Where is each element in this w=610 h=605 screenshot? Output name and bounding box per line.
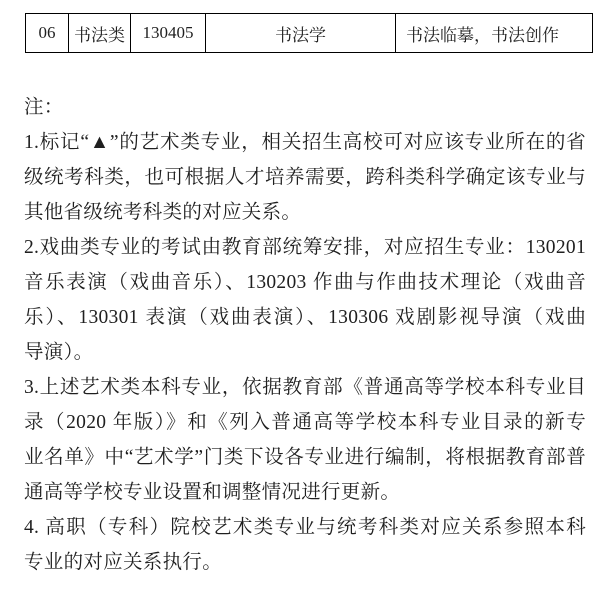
note-1-line-3: 其他省级统考科类的对应关系。 bbox=[24, 202, 302, 223]
note-2-line-4: 导演）。 bbox=[24, 342, 94, 363]
table-row bbox=[26, 14, 593, 53]
note-2-line-1: 2.戏曲类专业的考试由教育部统筹安排，对应招生专业：130201 bbox=[24, 237, 586, 258]
note-4-line-2: 专业的对应关系执行。 bbox=[24, 552, 223, 573]
note-1-line-2: 级统考科类，也可根据人才培养需要，跨科类科学确定该专业与 bbox=[24, 167, 586, 188]
notes-heading: 注： bbox=[24, 97, 64, 118]
notes-section bbox=[24, 90, 586, 580]
note-1-line-1: 1.标记“▲”的艺术类专业，相关招生高校可对应该专业所在的省 bbox=[24, 132, 586, 153]
note-2-line-3: 乐）、130301 表演（戏曲表演）、130306 戏剧影视导演（戏曲 bbox=[24, 307, 586, 328]
cell-subjects: 书法临摹，书法创作 bbox=[396, 14, 593, 53]
note-3-line-2: 录（2020 年版）》和《列入普通高等学校本科专业目录的新专 bbox=[24, 412, 586, 433]
cell-major: 书法学 bbox=[206, 14, 396, 53]
note-4-line-1: 4. 高职（专科）院校艺术类专业与统考科类对应关系参照本科 bbox=[24, 517, 586, 538]
majors-table bbox=[25, 13, 593, 53]
note-2-line-2: 音乐表演（戏曲音乐）、130203 作曲与作曲技术理论（戏曲音 bbox=[24, 272, 586, 293]
note-3-line-1: 3.上述艺术类本科专业，依据教育部《普通高等学校本科专业目 bbox=[24, 377, 586, 398]
cell-seq: 06 bbox=[26, 14, 69, 53]
note-3-line-3: 业名单》中“艺术学”门类下设各专业进行编制，将根据教育部普 bbox=[24, 447, 586, 468]
cell-code: 130405 bbox=[131, 14, 206, 53]
cell-category: 书法类 bbox=[69, 14, 131, 53]
note-3-line-4: 通高等学校专业设置和调整情况进行更新。 bbox=[24, 482, 401, 503]
